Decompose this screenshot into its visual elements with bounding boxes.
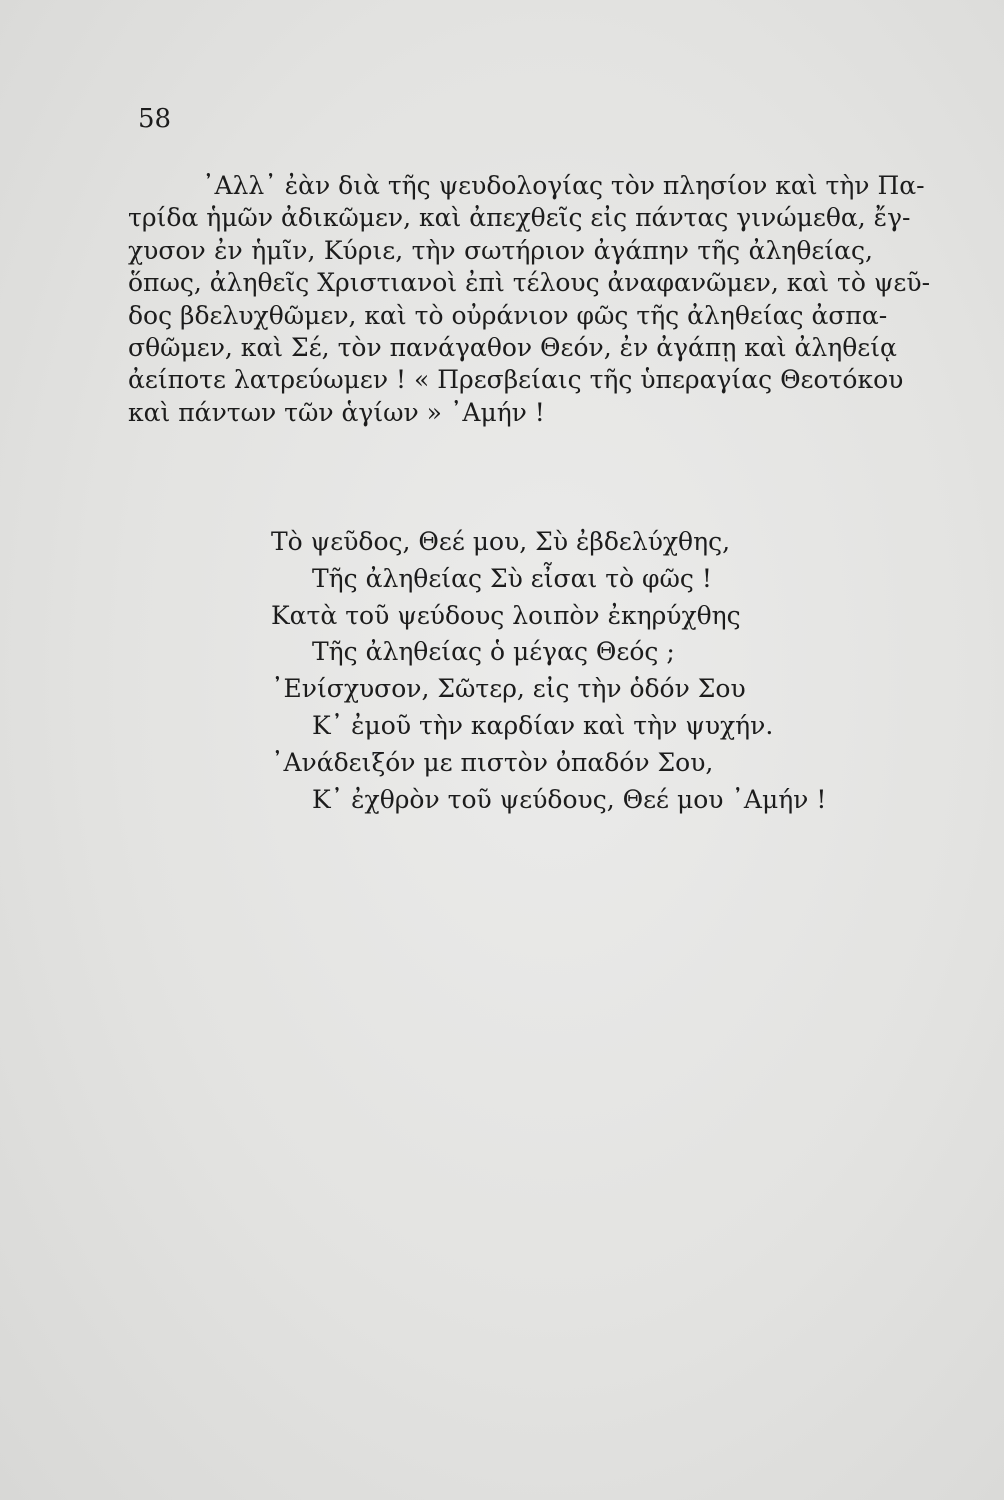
paragraph-line: ἀείποτε λατρεύωμεν ! « Πρεσβείαις τῆς ὑπεραγίας Θεοτόκου: [128, 365, 904, 395]
poem: [0, 524, 1004, 818]
paragraph-line: καὶ πάντων τῶν ἁγίων » ᾿Αμήν !: [128, 397, 545, 427]
paragraph-line: χυσον ἐν ἡμῖν, Κύριε, τὴν σωτήριον ἀγάπην τῆς ἀληθείας,: [128, 235, 873, 265]
page-number: 58: [138, 104, 172, 134]
poem-line: Τὸ ψεῦδος, Θεέ μου, Σὺ ἐβδελύχθης,: [271, 527, 731, 556]
paragraph-line: ὅπως, ἀληθεῖς Χριστιανοὶ ἐπὶ τέλους ἀναφανῶμεν, καὶ τὸ ψεῦ-: [128, 268, 931, 298]
poem-line: Κατὰ τοῦ ψεύδους λοιπὸν ἐκηρύχθης: [271, 600, 741, 630]
paragraph-line: δος βδελυχθῶμεν, καὶ τὸ οὐράνιον φῶς τῆς ἀληθείας ἀσπα-: [128, 300, 888, 330]
prayer-paragraph: [128, 170, 931, 429]
poem-line: Κ᾿ ἐμοῦ τὴν καρδίαν καὶ τὴν ψυχήν.: [312, 710, 774, 740]
poem-line: ᾿Ανάδειξόν με πιστὸν ὀπαδόν Σου,: [271, 747, 714, 777]
poem-line: Τῆς ἀληθείας Σὺ εἶσαι τὸ φῶς !: [312, 563, 712, 593]
paragraph-line: ᾿Αλλ᾿ ἐὰν διὰ τῆς ψευδολογίας τὸν πλησίον καὶ τὴν Πα-: [202, 171, 925, 200]
paragraph-line: τρίδα ἡμῶν ἀδικῶμεν, καὶ ἀπεχθεῖς εἰς πάντας γινώμεθα, ἔγ-: [128, 203, 911, 233]
paragraph-line: σθῶμεν, καὶ Σέ, τὸν πανάγαθον Θεόν, ἐν ἀγάπῃ καὶ ἀληθείᾳ: [128, 332, 897, 362]
poem-line: ᾿Ενίσχυσον, Σῶτερ, εἰς τὴν ὁδόν Σου: [271, 674, 746, 704]
poem-line: Κ᾿ ἐχθρὸν τοῦ ψεύδους, Θεέ μου ᾿Αμήν !: [312, 784, 827, 814]
poem-line: Τῆς ἀληθείας ὁ μέγας Θεός ;: [312, 637, 675, 667]
